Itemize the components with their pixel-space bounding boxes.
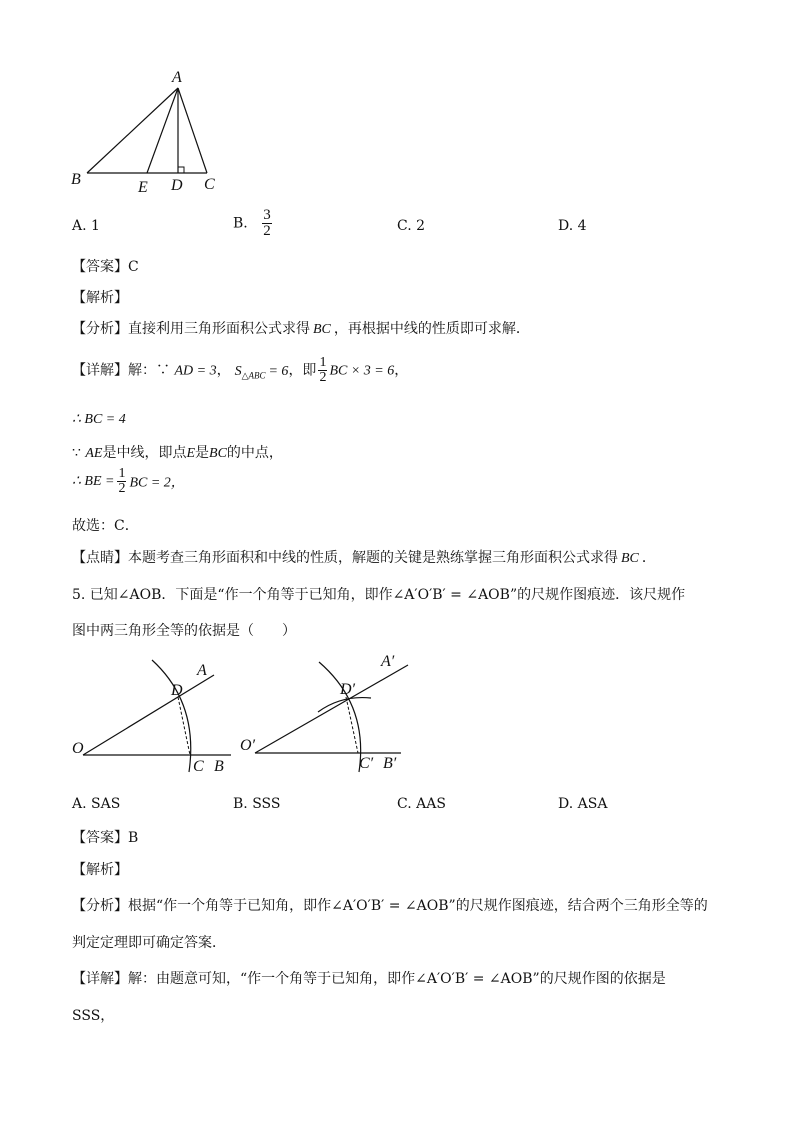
ray-oa (83, 675, 214, 755)
label-b-prime: B′ (383, 755, 397, 772)
dianjing-end: ． (641, 550, 656, 566)
option-b-numerator: 3 (263, 207, 271, 223)
q5-xiangjie-tag: 【详解】 (72, 971, 128, 987)
q5-option-d: D. ASA (558, 796, 608, 812)
bc-times-3: BC × 3 = 6 (329, 363, 395, 379)
q5-analysis-head: 【解析】 (72, 862, 128, 878)
arc-c-d-prime (319, 662, 361, 772)
fenxi-bc: BC (313, 322, 331, 337)
option-b-prefix: B. (233, 215, 248, 232)
q5-answer: 【答案】B (72, 830, 139, 846)
be-fraction (117, 467, 126, 496)
label-a: A (172, 69, 182, 86)
xiangjie-text-1: 解：∵ (128, 362, 175, 379)
option-b (233, 208, 272, 239)
label-b: B (214, 758, 224, 775)
angle-figure-original (66, 655, 246, 780)
option-b-denominator: 2 (263, 223, 271, 239)
label-c: C (193, 758, 204, 775)
comma-2: ， (394, 362, 409, 379)
area-symbol: S (234, 363, 242, 379)
ae-text-4: 的中点， (226, 445, 283, 461)
option-a: A. 1 (72, 218, 100, 234)
ae-text: AE (85, 446, 103, 461)
q4-fenxi (72, 318, 530, 338)
be-denominator: 2 (118, 481, 126, 496)
half-numerator: 1 (319, 355, 327, 370)
q5-xiangjie-line-1 (72, 968, 666, 988)
e-point: E (186, 446, 196, 461)
q5-option-b: B. SSS (233, 796, 281, 812)
be-numerator: 1 (118, 466, 126, 481)
q5-xiangjie-text-1: 解：由题意可知，“作一个角等于已知角，即作∠A′O′B′ = ∠AOB”的尺规作图的依据是 (128, 971, 666, 987)
label-e: E (138, 179, 148, 196)
comma-1: ， (216, 362, 231, 379)
angle-figure-constructed (236, 650, 416, 782)
area-value: = 6 (268, 363, 289, 379)
half-denominator: 2 (319, 370, 327, 385)
triangle-figure (60, 64, 230, 199)
be-suffix: BC = 2， (129, 475, 185, 491)
label-d-prime: D′ (340, 681, 356, 698)
q4-answer: 【答案】C (72, 259, 139, 275)
side-ab (87, 88, 178, 173)
arc-intersect (318, 698, 371, 712)
q5-stem-line-1: 5. 已知∠AOB．下面是“作一个角等于已知角，即作∠A′O′B′ = ∠AOB”的尺规作图痕迹．该尺规作 (72, 587, 686, 603)
ad-equation: AD = 3 (174, 363, 217, 379)
label-d: D (171, 177, 183, 194)
label-c: C (204, 176, 215, 193)
line-ae-median (72, 442, 283, 462)
option-b-fraction (262, 208, 272, 239)
dianjing-text: 本题考查三角形面积和中线的性质，解题的关键是熟练掌握三角形面积公式求得 (128, 550, 618, 566)
ae-text-2: 是中线，即点 (102, 445, 187, 461)
q5-stem-line-2: 图中两三角形全等的依据是（ ） (72, 623, 296, 639)
area-subscript: △ABC (241, 370, 266, 381)
side-ac (178, 88, 207, 173)
fenxi-text-1: 直接利用三角形面积公式求得 (128, 321, 310, 337)
label-a: A (197, 662, 207, 679)
be-prefix: ∴ BE = (72, 474, 115, 489)
line-be (72, 467, 185, 496)
q5-xiangjie-line-2: SSS， (72, 1008, 115, 1024)
ae-text-3: 是 (195, 445, 210, 461)
right-angle-mark (178, 167, 184, 173)
q5-fenxi-line-2: 判定定理即可确定答案． (72, 935, 226, 951)
fenxi-text-2: ，再根据中线的性质即可求解． (333, 321, 530, 337)
ae-bc: BC (209, 446, 227, 461)
option-c: C. 2 (397, 218, 426, 234)
half-fraction (318, 356, 327, 385)
q4-xiangjie (72, 356, 408, 385)
label-o: O (72, 740, 84, 757)
q5-option-c: C. AAS (397, 796, 446, 812)
fenxi-tag: 【分析】 (72, 321, 128, 337)
label-d: D (171, 682, 183, 699)
xiangjie-tag: 【详解】 (72, 362, 128, 379)
q4-guxuan: 故选：C． (72, 518, 139, 534)
q4-dianjing (72, 547, 656, 567)
label-c-prime: C′ (359, 755, 374, 772)
q4-analysis-head: 【解析】 (72, 290, 128, 306)
dianjing-bc: BC (621, 551, 639, 566)
dianjing-tag: 【点睛】 (72, 550, 128, 566)
q5-fenxi-text-1: 根据“作一个角等于已知角，即作∠A′O′B′ = ∠AOB”的尺规作图痕迹，结合两个三角形全等的 (128, 898, 708, 914)
label-o-prime: O′ (240, 737, 256, 754)
option-d: D. 4 (558, 218, 587, 234)
median-ae (147, 88, 178, 173)
q5-fenxi-line-1 (72, 895, 708, 915)
because-symbol: ∵ (72, 445, 86, 461)
label-a-prime: A′ (381, 653, 395, 670)
q5-option-a: A. SAS (72, 796, 121, 812)
q5-fenxi-tag: 【分析】 (72, 898, 128, 914)
ji-text: ，即 (288, 362, 317, 379)
line-bc-4: ∴ BC = 4 (72, 412, 126, 427)
ray-o-a-prime (255, 665, 408, 753)
label-b: B (71, 171, 81, 188)
